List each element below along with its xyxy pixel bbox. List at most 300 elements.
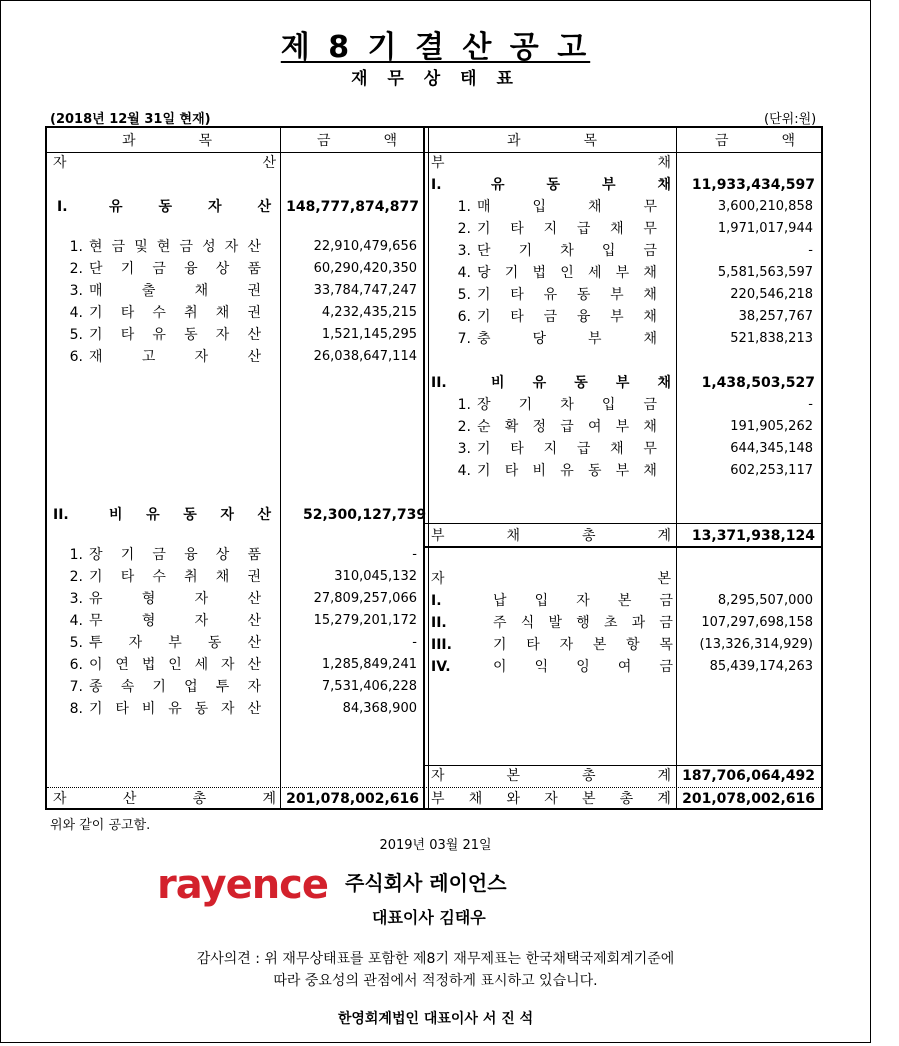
item-label-char: 동 bbox=[576, 287, 591, 303]
item-label-char: 채 bbox=[610, 441, 624, 457]
noncurrent-liabilities-total: 1,438,503,527 bbox=[701, 375, 815, 391]
current-liability-row bbox=[451, 218, 657, 240]
item-label-char: 과 bbox=[631, 615, 646, 631]
item-label-char: 차 bbox=[560, 397, 574, 413]
item-label-char: 부 bbox=[587, 331, 602, 347]
item-label-char: 세 bbox=[194, 657, 209, 673]
item-label bbox=[89, 676, 261, 698]
item-label bbox=[477, 460, 657, 482]
page-subtitle: 재 무 상 태 표 bbox=[351, 69, 520, 89]
item-label-char: 목 bbox=[659, 637, 673, 653]
item-label-char: 자 bbox=[128, 635, 143, 651]
current-liabilities-heading: I. 유 동 부 채 bbox=[431, 177, 671, 193]
item-label-char: 여 bbox=[587, 419, 602, 435]
balance-sheet-table bbox=[45, 126, 823, 810]
item-number: 2. bbox=[457, 221, 471, 237]
current-liabilities-total: 11,933,434,597 bbox=[691, 177, 815, 193]
item-label bbox=[477, 262, 657, 284]
item-label-char: 타 bbox=[120, 327, 135, 343]
item-label-char: 입 bbox=[601, 397, 616, 413]
unit-label: (단위:원) bbox=[764, 112, 817, 127]
item-label-char: 수 bbox=[152, 305, 166, 321]
item-label-char: 및 bbox=[134, 239, 148, 255]
item-label-char: 현 bbox=[89, 239, 103, 255]
item-label-char: 취 bbox=[184, 305, 198, 321]
item-label-char: 산 bbox=[247, 613, 261, 629]
item-label bbox=[493, 634, 673, 656]
item-label-char: 급 bbox=[576, 441, 591, 457]
item-label-char: 자 bbox=[221, 657, 235, 673]
item-label-char: 투 bbox=[89, 635, 103, 651]
item-label-char: 입 bbox=[532, 199, 547, 215]
item-label-char: 채 bbox=[610, 221, 624, 237]
item-label-char: 당 bbox=[532, 331, 547, 347]
liabilities-total-top-rule bbox=[424, 523, 821, 524]
item-label bbox=[89, 346, 261, 368]
item-label-char: 식 bbox=[520, 615, 535, 631]
item-label-char: 기 bbox=[477, 309, 491, 325]
item-label-char: 동 bbox=[194, 701, 209, 717]
noncurrent-liability-row bbox=[451, 416, 657, 438]
item-number: IV. bbox=[431, 659, 451, 675]
item-label-char: 금 bbox=[111, 239, 126, 255]
item-label-char: 금 bbox=[643, 397, 657, 413]
item-label bbox=[477, 284, 657, 306]
item-label-char: 금 bbox=[659, 659, 673, 675]
item-label-char: 기 bbox=[493, 637, 507, 653]
item-number: 4. bbox=[457, 463, 471, 479]
item-number: 5. bbox=[69, 635, 83, 651]
item-number: 3. bbox=[69, 591, 83, 607]
item-label-char: 이 bbox=[493, 659, 507, 675]
item-label-char: 권 bbox=[247, 305, 261, 321]
item-label-char: 지 bbox=[543, 441, 558, 457]
item-label-char: 자 bbox=[215, 327, 230, 343]
item-label bbox=[89, 302, 261, 324]
item-number: 3. bbox=[457, 243, 471, 259]
item-label-char: 입 bbox=[601, 243, 616, 259]
liabilities-total-amount: 13,371,938,124 bbox=[691, 528, 815, 544]
item-label bbox=[477, 240, 657, 262]
item-amount: 85,439,174,263 bbox=[709, 659, 813, 674]
item-label-char: 채 bbox=[215, 569, 230, 585]
item-label-char: 부 bbox=[610, 287, 624, 303]
item-amount: - bbox=[808, 243, 813, 258]
item-label-char: 산 bbox=[247, 239, 261, 255]
current-liability-row bbox=[451, 306, 657, 328]
item-amount: 644,345,148 bbox=[730, 441, 813, 456]
item-label-char: 금 bbox=[543, 309, 558, 325]
item-number: 6. bbox=[457, 309, 471, 325]
noncurrent-liability-row bbox=[451, 394, 657, 416]
item-label bbox=[89, 258, 261, 280]
liabilities-section-label: 부 채 bbox=[431, 155, 671, 171]
item-label bbox=[89, 566, 261, 588]
current-assets-total: 148,777,874,877 bbox=[286, 199, 419, 215]
item-label-char: 채 bbox=[643, 331, 657, 347]
item-label bbox=[89, 610, 261, 632]
item-label-char: 타 bbox=[510, 309, 524, 325]
item-label-char: 무 bbox=[89, 613, 103, 629]
item-label-char: 여 bbox=[617, 659, 632, 675]
item-label-char: 타 bbox=[504, 463, 519, 479]
item-label-char: 무 bbox=[643, 221, 657, 237]
item-label-char: 기 bbox=[477, 441, 491, 457]
item-amount: 310,045,132 bbox=[334, 569, 417, 584]
item-label-char: 타 bbox=[115, 701, 129, 717]
item-label-char: 타 bbox=[120, 569, 135, 585]
liabilities-total-label: 부 채 총 계 bbox=[431, 528, 671, 544]
item-label-char: 고 bbox=[141, 349, 156, 365]
item-amount: 84,368,900 bbox=[342, 701, 417, 716]
item-amount: - bbox=[412, 547, 417, 562]
item-label bbox=[477, 328, 657, 350]
item-label-char: 동 bbox=[207, 635, 222, 651]
left-amount-divider bbox=[280, 128, 281, 808]
noncurrent-asset-row bbox=[63, 654, 261, 676]
item-label-char: 채 bbox=[587, 199, 602, 215]
grand-total-amount: 201,078,002,616 bbox=[682, 791, 815, 807]
item-label-char: 금 bbox=[179, 239, 194, 255]
item-label-char: 성 bbox=[202, 239, 216, 255]
item-label-char: 속 bbox=[120, 679, 135, 695]
item-amount: (13,326,314,929) bbox=[699, 637, 813, 652]
item-label-char: 산 bbox=[247, 701, 261, 717]
item-label-char: 동 bbox=[184, 327, 198, 343]
item-label-char: 산 bbox=[247, 657, 261, 673]
item-label-char: 행 bbox=[576, 615, 590, 631]
item-label-char: 자 bbox=[194, 591, 209, 607]
item-label-char: 유 bbox=[543, 287, 558, 303]
item-label-char: 품 bbox=[247, 547, 261, 563]
equity-section-label: 자 본 bbox=[431, 571, 671, 587]
item-amount: 7,531,406,228 bbox=[321, 679, 417, 694]
item-label-char: 융 bbox=[184, 261, 198, 277]
item-amount: 22,910,479,656 bbox=[313, 239, 417, 254]
item-number: 4. bbox=[69, 613, 83, 629]
item-label bbox=[89, 654, 261, 676]
item-label-char: 발 bbox=[548, 615, 562, 631]
item-label-char: 확 bbox=[504, 419, 519, 435]
right-amount-divider bbox=[676, 128, 677, 808]
item-amount: 191,905,262 bbox=[730, 419, 813, 434]
current-asset-row bbox=[63, 302, 261, 324]
item-label-char: 자 bbox=[559, 637, 574, 653]
current-asset-row bbox=[63, 280, 261, 302]
item-label-char: 부 bbox=[615, 265, 630, 281]
item-label-char: 기 bbox=[477, 287, 491, 303]
item-number: 1. bbox=[457, 199, 471, 215]
item-label-char: 법 bbox=[532, 265, 546, 281]
item-label-char: 산 bbox=[247, 327, 261, 343]
item-number: 1. bbox=[69, 239, 83, 255]
item-label-char: 유 bbox=[168, 701, 182, 717]
item-label-char: 융 bbox=[576, 309, 591, 325]
item-number: 8. bbox=[69, 701, 83, 717]
item-label bbox=[89, 698, 261, 720]
noncurrent-assets-total: 52,300,127,739 bbox=[303, 507, 427, 523]
item-label-char: 산 bbox=[247, 349, 261, 365]
item-label-char: 세 bbox=[587, 265, 602, 281]
item-label-char: 자 bbox=[247, 679, 261, 695]
item-number: 6. bbox=[69, 657, 83, 673]
item-label-char: 단 bbox=[477, 243, 491, 259]
item-label-char: 급 bbox=[576, 221, 591, 237]
item-label-char: 업 bbox=[184, 679, 198, 695]
item-label-char: 기 bbox=[518, 397, 533, 413]
item-label bbox=[89, 588, 261, 610]
item-label-char: 익 bbox=[534, 659, 549, 675]
item-amount: 38,257,767 bbox=[738, 309, 813, 324]
item-amount: 27,809,257,066 bbox=[313, 591, 417, 606]
noncurrent-asset-row bbox=[63, 676, 261, 698]
equity-row bbox=[431, 656, 673, 678]
item-label-char: 순 bbox=[477, 419, 491, 435]
item-label-char: 초 bbox=[603, 615, 618, 631]
item-amount: 1,285,849,241 bbox=[321, 657, 417, 672]
noncurrent-asset-row bbox=[63, 566, 261, 588]
item-label-char: 권 bbox=[247, 283, 261, 299]
item-number: 4. bbox=[457, 265, 471, 281]
item-label-char: 무 bbox=[643, 199, 657, 215]
item-label bbox=[89, 632, 261, 654]
item-label-char: 권 bbox=[247, 569, 261, 585]
grand-total-label: 부 채 와 자 본 총 계 bbox=[431, 791, 671, 807]
item-amount: 107,297,698,158 bbox=[701, 615, 813, 630]
audit-opinion-line-1: 감사의견 : 위 재무상태표를 포함한 제8기 재무제표는 한국채택국제회계기준에 bbox=[196, 951, 675, 967]
item-amount: 33,784,747,247 bbox=[313, 283, 417, 298]
current-liability-row bbox=[451, 262, 657, 284]
item-label-char: 동 bbox=[587, 463, 602, 479]
auditor-name: 한영회계법인 대표이사 서 진 석 bbox=[337, 1011, 534, 1027]
item-label-char: 기 bbox=[504, 265, 519, 281]
item-label bbox=[477, 394, 657, 416]
item-label-char: 기 bbox=[120, 547, 135, 563]
item-amount: 60,290,420,350 bbox=[313, 261, 417, 276]
item-label-char: 지 bbox=[543, 221, 558, 237]
noncurrent-assets-heading: II. 비 유 동 자 산 bbox=[53, 507, 271, 523]
item-label-char: 기 bbox=[89, 327, 103, 343]
item-amount: 521,838,213 bbox=[730, 331, 813, 346]
item-label-char: 타 bbox=[526, 637, 540, 653]
item-label-char: 타 bbox=[120, 305, 135, 321]
item-label-char: 당 bbox=[477, 265, 491, 281]
left-amount-header: 금 액 bbox=[317, 133, 397, 149]
assets-section-label: 자 산 bbox=[53, 155, 276, 171]
equity-row bbox=[431, 590, 673, 612]
right-item-header: 과 목 bbox=[507, 133, 597, 149]
item-label-char: 산 bbox=[247, 591, 261, 607]
item-label-char: 주 bbox=[493, 615, 507, 631]
equity-total-amount: 187,706,064,492 bbox=[682, 768, 815, 784]
item-label-char: 급 bbox=[560, 419, 574, 435]
item-amount: 4,232,435,215 bbox=[321, 305, 417, 320]
item-label-char: 인 bbox=[560, 265, 574, 281]
item-label-char: 형 bbox=[141, 613, 156, 629]
item-label-char: 충 bbox=[477, 331, 491, 347]
item-label-char: 채 bbox=[643, 265, 657, 281]
item-label-char: 무 bbox=[643, 441, 657, 457]
equity-total-label: 자 본 총 계 bbox=[431, 768, 671, 784]
item-label bbox=[89, 324, 261, 346]
item-label-char: 인 bbox=[168, 657, 182, 673]
item-label-char: 재 bbox=[89, 349, 103, 365]
item-label-char: 자 bbox=[224, 239, 239, 255]
center-divider bbox=[423, 128, 425, 808]
closing-note: 위와 같이 공고함. bbox=[50, 818, 151, 833]
item-number: 2. bbox=[457, 419, 471, 435]
item-label-char: 본 bbox=[617, 593, 632, 609]
item-label-char: 부 bbox=[615, 419, 630, 435]
item-label-char: 상 bbox=[215, 547, 230, 563]
announcement-date: 2019년 03월 21일 bbox=[379, 838, 492, 853]
item-label-char: 매 bbox=[477, 199, 491, 215]
noncurrent-asset-row bbox=[63, 610, 261, 632]
item-number: 2. bbox=[69, 261, 83, 277]
item-label bbox=[477, 438, 657, 460]
item-number: 7. bbox=[457, 331, 471, 347]
item-label-char: 형 bbox=[141, 591, 156, 607]
item-label-char: 금 bbox=[643, 243, 657, 259]
item-label bbox=[477, 306, 657, 328]
item-number: 5. bbox=[69, 327, 83, 343]
item-number: 6. bbox=[69, 349, 83, 365]
assets-total-amount: 201,078,002,616 bbox=[286, 791, 419, 807]
right-amount-header: 금 액 bbox=[715, 133, 795, 149]
company-name: 주식회사 레이언스 bbox=[345, 871, 507, 895]
item-number: 3. bbox=[457, 441, 471, 457]
center-divider-inner bbox=[428, 128, 429, 808]
ceo-name: 대표이사 김태우 bbox=[372, 908, 486, 927]
item-amount: 1,971,017,944 bbox=[717, 221, 813, 236]
item-label-char: 채 bbox=[194, 283, 209, 299]
item-label-char: 현 bbox=[156, 239, 171, 255]
item-label-char: 기 bbox=[120, 261, 135, 277]
item-number: 3. bbox=[69, 283, 83, 299]
item-label-char: 비 bbox=[141, 701, 156, 717]
item-number: II. bbox=[431, 615, 447, 631]
item-label-char: 부 bbox=[615, 463, 630, 479]
item-label-char: 비 bbox=[532, 463, 546, 479]
assets-total-label: 자 산 총 계 bbox=[53, 791, 276, 807]
item-label-char: 장 bbox=[477, 397, 491, 413]
current-asset-row bbox=[63, 346, 261, 368]
item-label-char: 장 bbox=[89, 547, 103, 563]
item-label-char: 단 bbox=[89, 261, 103, 277]
item-label-char: 기 bbox=[518, 243, 533, 259]
item-label-char: 부 bbox=[168, 635, 182, 651]
item-label-char: 정 bbox=[532, 419, 546, 435]
item-label-char: 금 bbox=[659, 593, 673, 609]
item-label bbox=[477, 218, 657, 240]
item-label bbox=[493, 590, 673, 612]
current-asset-row bbox=[63, 236, 261, 258]
item-label-char: 이 bbox=[89, 657, 103, 673]
item-number: 1. bbox=[69, 547, 83, 563]
item-label-char: 금 bbox=[152, 547, 166, 563]
item-label bbox=[89, 236, 261, 258]
item-label-char: 매 bbox=[89, 283, 103, 299]
item-amount: - bbox=[808, 397, 813, 412]
item-amount: 8,295,507,000 bbox=[717, 593, 813, 608]
current-liability-row bbox=[451, 284, 657, 306]
item-amount: 26,038,647,114 bbox=[313, 349, 417, 364]
item-label-char: 타 bbox=[510, 441, 524, 457]
item-label-char: 채 bbox=[643, 287, 657, 303]
item-label bbox=[477, 196, 657, 218]
current-asset-row bbox=[63, 324, 261, 346]
item-label-char: 채 bbox=[643, 309, 657, 325]
item-label-char: 자 bbox=[194, 349, 209, 365]
item-amount: - bbox=[412, 635, 417, 650]
item-label-char: 기 bbox=[89, 701, 103, 717]
noncurrent-liability-row bbox=[451, 460, 657, 482]
item-amount: 3,600,210,858 bbox=[717, 199, 813, 214]
item-label-char: 타 bbox=[510, 287, 524, 303]
item-label bbox=[89, 280, 261, 302]
item-number: III. bbox=[431, 637, 452, 653]
item-label-char: 유 bbox=[89, 591, 103, 607]
item-label-char: 자 bbox=[194, 613, 209, 629]
item-label-char: 유 bbox=[152, 327, 166, 343]
current-assets-heading: I. 유 동 자 산 bbox=[57, 199, 271, 215]
noncurrent-asset-row bbox=[63, 698, 261, 720]
as-of-date: (2018년 12월 31일 현재) bbox=[50, 112, 211, 127]
item-label-char: 출 bbox=[141, 283, 156, 299]
item-label-char: 잉 bbox=[576, 659, 590, 675]
item-label-char: 채 bbox=[643, 419, 657, 435]
item-label bbox=[493, 612, 673, 634]
item-label-char: 채 bbox=[643, 463, 657, 479]
item-label-char: 타 bbox=[510, 221, 524, 237]
item-label bbox=[89, 544, 261, 566]
item-number: 7. bbox=[69, 679, 83, 695]
item-label-char: 산 bbox=[247, 635, 261, 651]
item-label-char: 융 bbox=[184, 547, 198, 563]
item-label-char: 자 bbox=[576, 593, 590, 609]
noncurrent-asset-row bbox=[63, 588, 261, 610]
item-label-char: 부 bbox=[610, 309, 624, 325]
noncurrent-liability-row bbox=[451, 438, 657, 460]
item-label-char: 금 bbox=[152, 261, 166, 277]
rayence-logo: rayence bbox=[157, 862, 329, 908]
item-label-char: 취 bbox=[184, 569, 198, 585]
equity-row bbox=[431, 634, 673, 656]
liabilities-total-bottom-rule bbox=[424, 546, 821, 548]
item-amount: 5,581,563,597 bbox=[717, 265, 813, 280]
item-label-char: 기 bbox=[89, 569, 103, 585]
audit-opinion-line-2: 따라 중요성의 관점에서 적정하게 표시하고 있습니다. bbox=[273, 973, 598, 989]
item-label-char: 입 bbox=[534, 593, 549, 609]
item-label-char: 금 bbox=[659, 615, 673, 631]
item-label-char: 연 bbox=[115, 657, 129, 673]
item-label-char: 납 bbox=[493, 593, 507, 609]
item-label-char: 자 bbox=[221, 701, 235, 717]
current-liability-row bbox=[451, 240, 657, 262]
page-title: 제 8 기 결 산 공 고 bbox=[280, 30, 591, 65]
item-label-char: 상 bbox=[215, 261, 230, 277]
item-label-char: 기 bbox=[89, 305, 103, 321]
item-label-char: 기 bbox=[477, 221, 491, 237]
current-liability-row bbox=[451, 196, 657, 218]
current-liability-row bbox=[451, 328, 657, 350]
item-amount: 220,546,218 bbox=[730, 287, 813, 302]
item-label-char: 유 bbox=[560, 463, 574, 479]
item-label-char: 항 bbox=[626, 637, 640, 653]
item-label-char: 채 bbox=[215, 305, 230, 321]
noncurrent-asset-row bbox=[63, 632, 261, 654]
item-amount: 602,253,117 bbox=[730, 463, 813, 478]
